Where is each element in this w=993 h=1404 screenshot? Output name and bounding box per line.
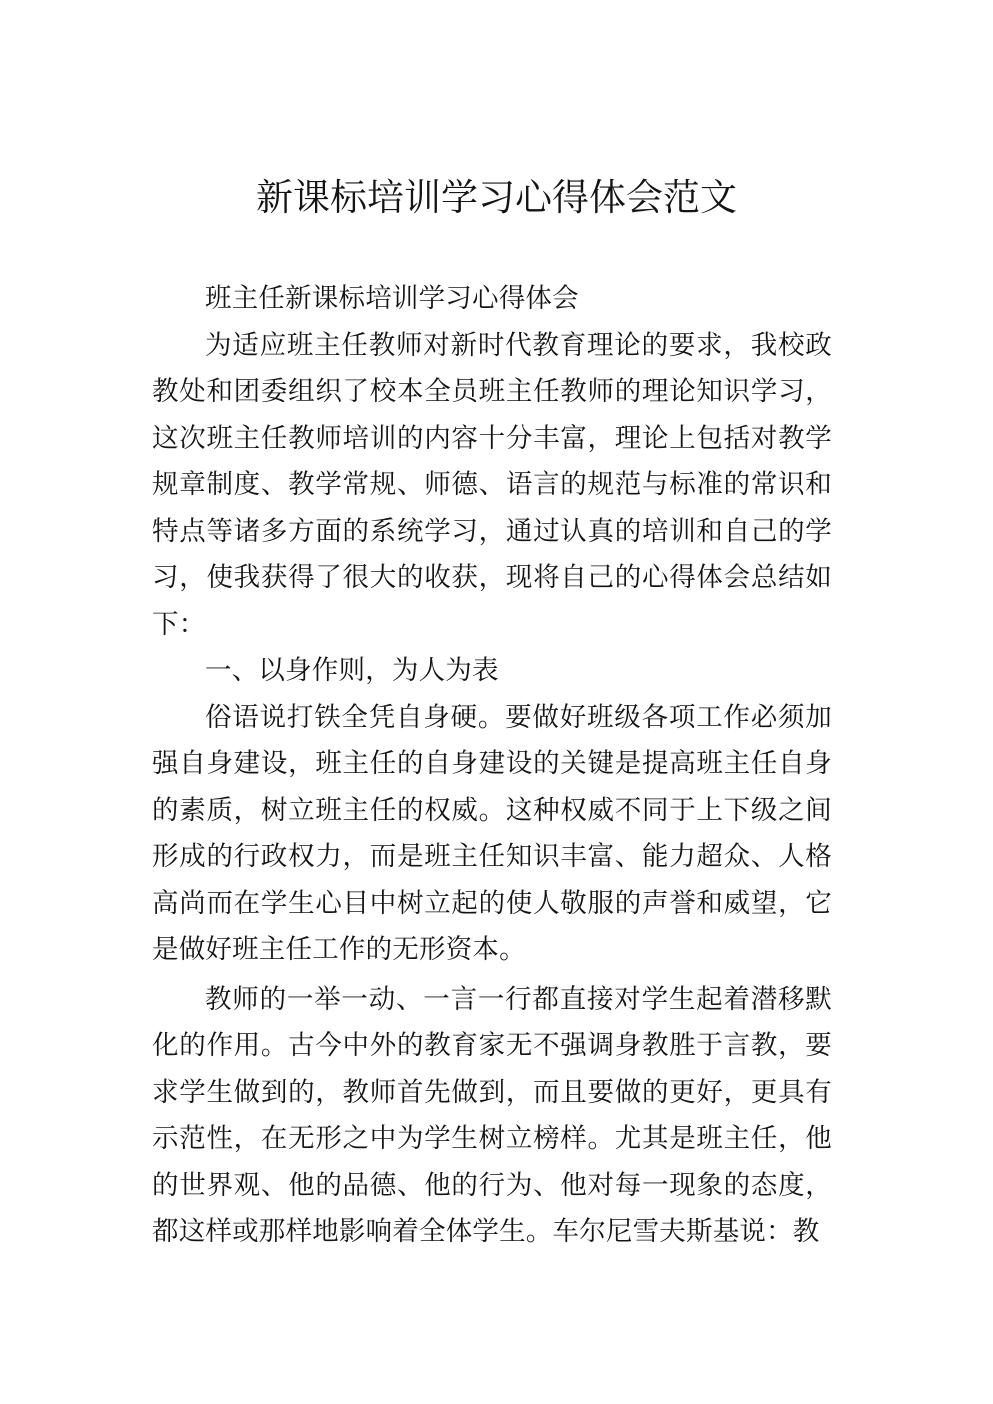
document-body	[152, 276, 832, 1256]
section-heading: 一、以身作则，为人为表	[205, 655, 499, 686]
subtitle-paragraph: 班主任新课标培训学习心得体会	[205, 283, 579, 314]
document-title: 新课标培训学习心得体会范文	[256, 176, 737, 219]
body-paragraph: 俗语说打铁全凭自身硬。要做好班级各项工作必须加强自身建设，班主任的自身建设的关键是提高班主任自身的素质，树立班主任的权威。这种权威不同于上下级之间形成的行政权力，而是班主任知识丰富、能力超众、人格高尚而在学生心目中树立起的使人敬服的声誉和威望，它是做好班主任工作的无形资本。	[152, 701, 832, 965]
intro-paragraph: 为适应班主任教师对新时代教育理论的要求，我校政教处和团委组织了校本全员班主任教师的理论知识学习，这次班主任教师培训的内容十分丰富，理论上包括对教学规章制度、教学常规、师德、语言的规范与标准的常识和特点等诸多方面的系统学习，通过认真的培训和自己的学习，使我获得了很大的收获，现将自己的心得体会总结如下：	[152, 329, 832, 640]
body-paragraph: 教师的一举一动、一言一行都直接对学生起着潜移默化的作用。古今中外的教育家无不强调身教胜于言教，要求学生做到的，教师首先做到，而且要做的更好，更具有示范性，在无形之中为学生树立榜样。尤其是班主任，他的世界观、他的品德、他的行为、他对每一现象的态度，都这样或那样地影响着全体学生。车尔尼雪夫斯基说：教	[152, 983, 832, 1247]
